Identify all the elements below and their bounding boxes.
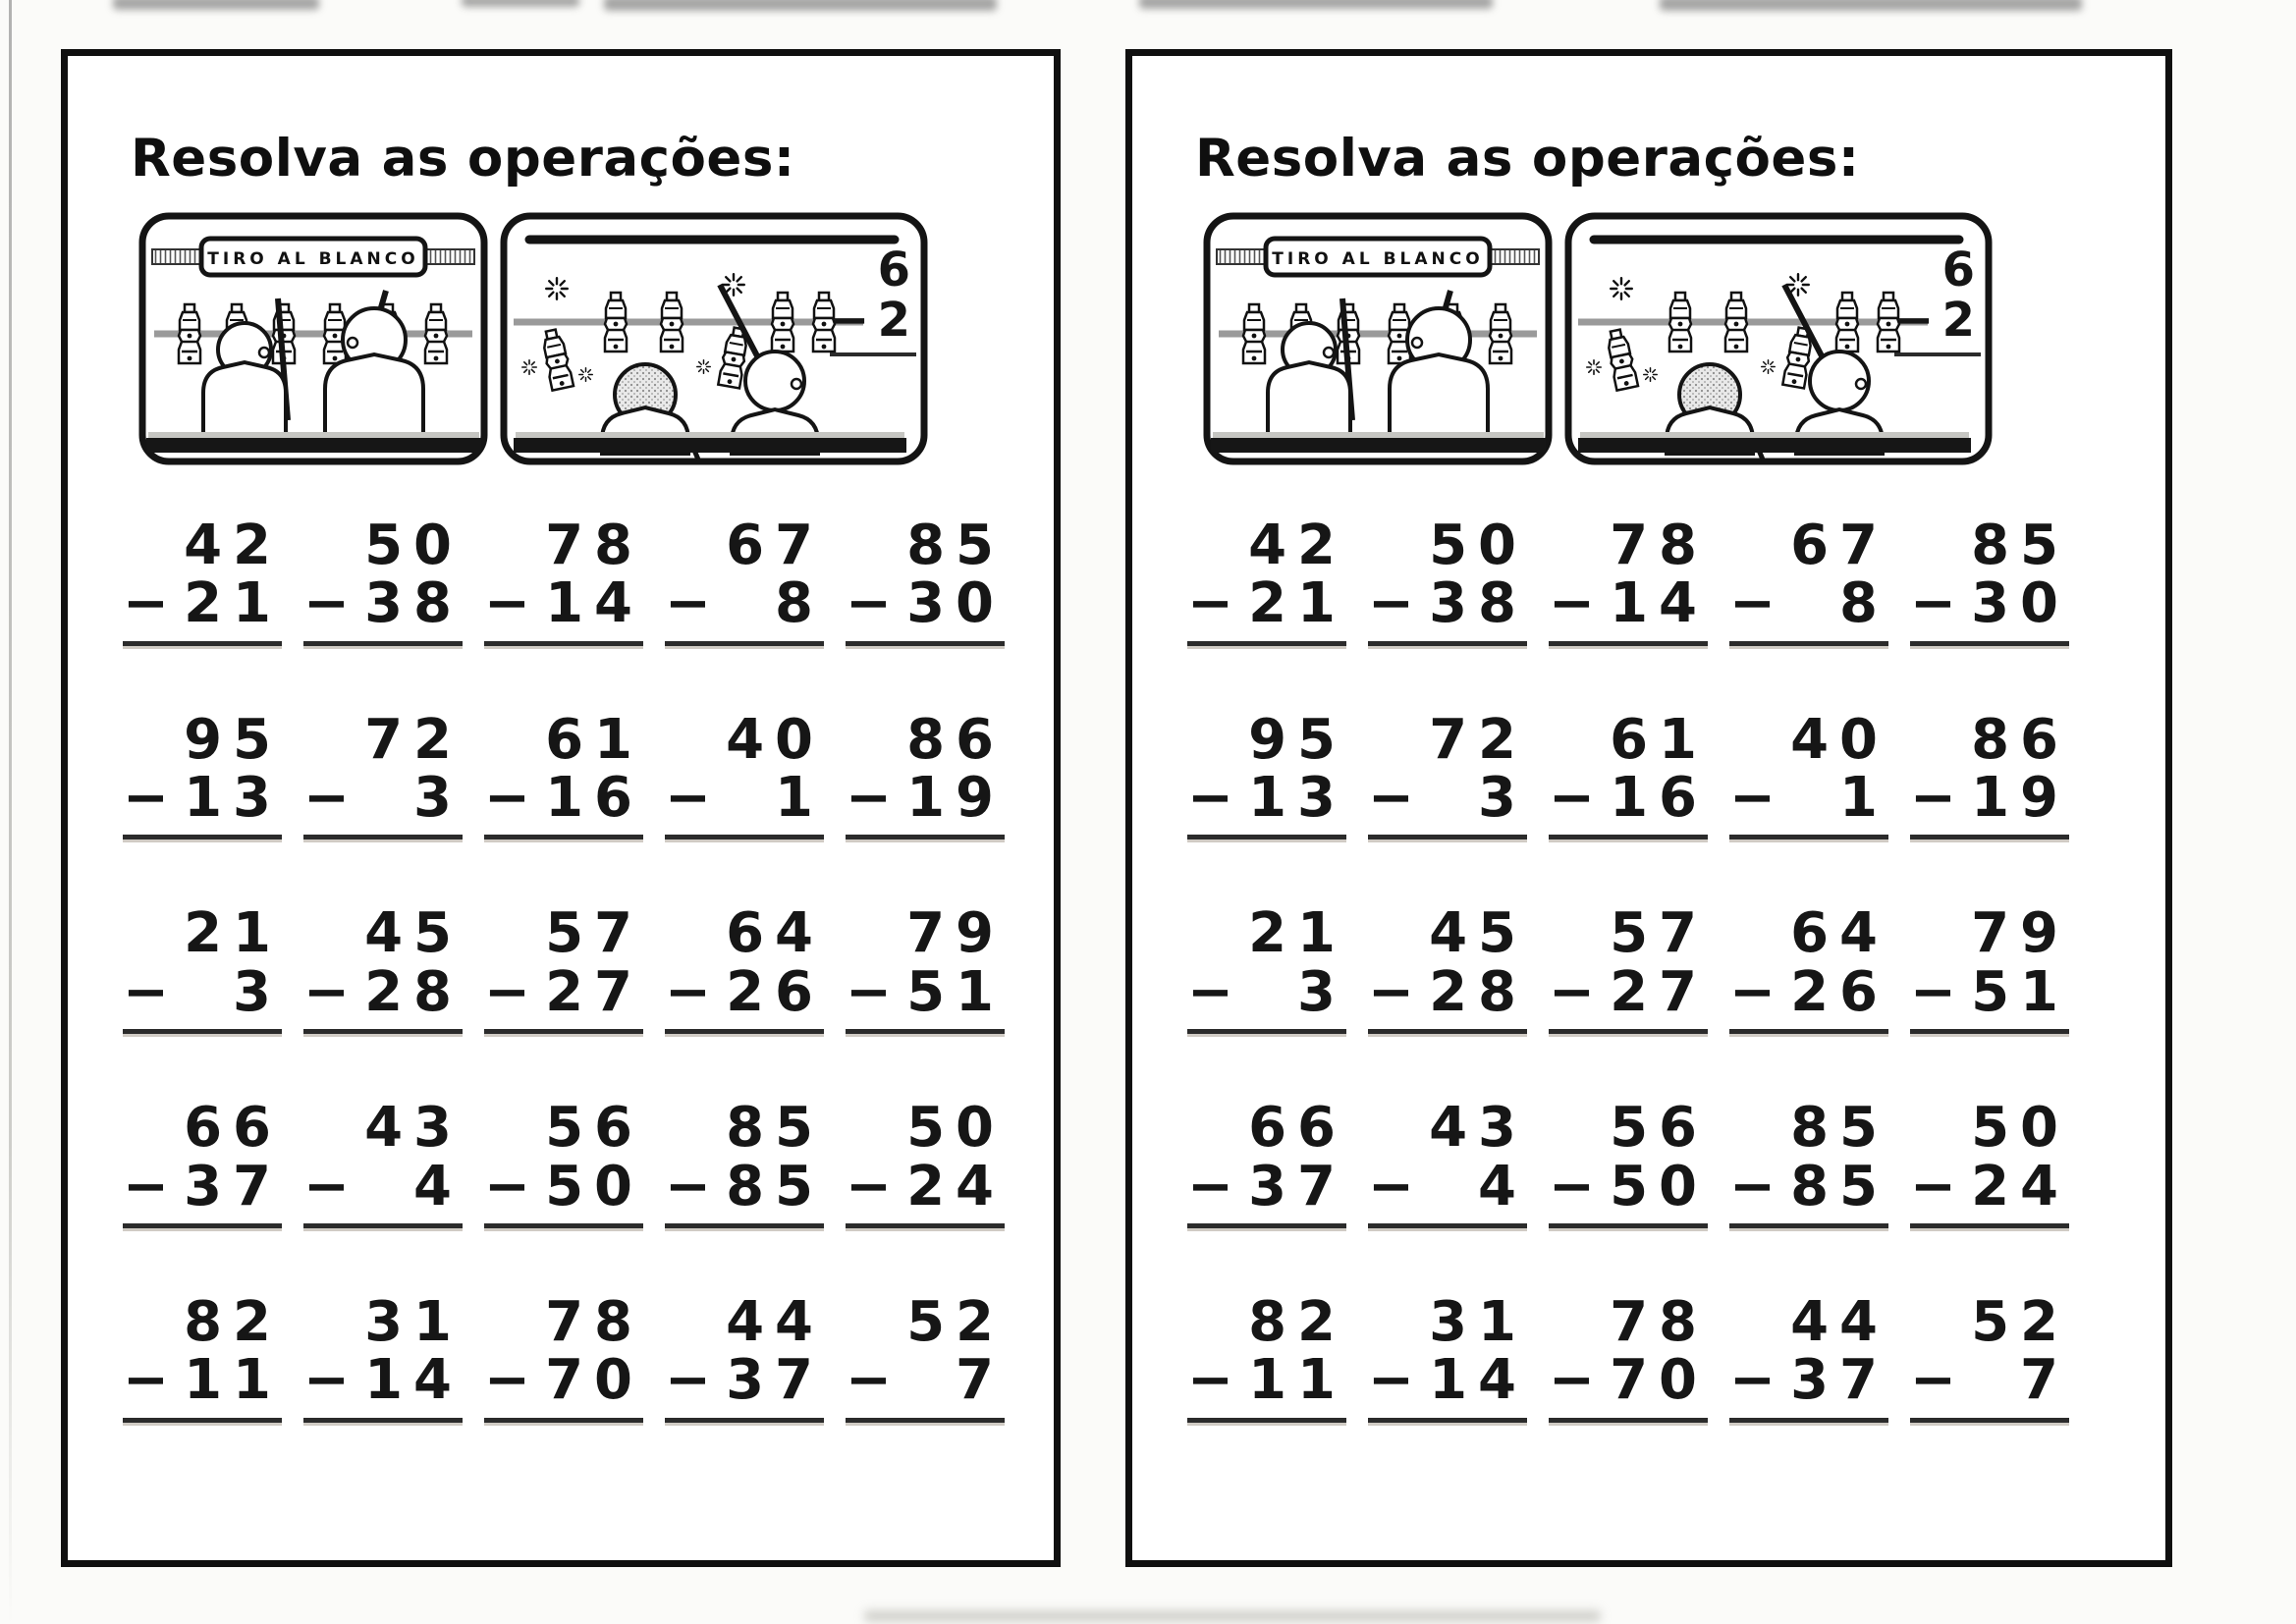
minuend: 31: [364, 1289, 463, 1354]
subtrahend: 3: [1478, 766, 1527, 831]
minus-sign: −: [1187, 959, 1233, 1024]
tiro-al-blanco-sign: TIRO AL BLANCO: [1272, 249, 1484, 269]
target-bottle-icon: [1669, 293, 1691, 352]
target-bottle-icon: [1725, 293, 1747, 352]
subtraction-problem: [1910, 901, 2069, 1034]
subtrahend: 37: [184, 1154, 282, 1218]
minuend: 50: [906, 1096, 1005, 1161]
subtraction-problem: [1368, 1289, 1527, 1423]
subtrahend: 4: [413, 1154, 463, 1218]
minuend: 40: [726, 707, 824, 772]
minus-sign: −: [1549, 1348, 1595, 1413]
subtrahend: 7: [956, 1348, 1005, 1413]
minus-sign: −: [1549, 959, 1595, 1024]
subtrahend: 7: [2020, 1348, 2069, 1413]
answer-line: [484, 835, 643, 839]
answer-line: [1187, 1223, 1346, 1228]
illustration-row: [1203, 212, 2138, 465]
minuend: 43: [364, 1096, 463, 1161]
subtrahend: 30: [1971, 571, 2069, 636]
minus-sign: −: [123, 1154, 169, 1218]
minuend: 61: [1610, 707, 1708, 772]
subtraction-problem: [1729, 516, 1888, 646]
answer-line: [1368, 641, 1527, 646]
subtraction-problem: [1549, 707, 1708, 840]
minus-sign: −: [665, 1154, 711, 1218]
subtraction-problem: [484, 1289, 643, 1423]
minus-sign: −: [1729, 766, 1776, 831]
answer-line: [1910, 1223, 2069, 1228]
subtrahend: 70: [1610, 1348, 1708, 1413]
answer-line: [665, 1223, 824, 1228]
subtraction-problem: [303, 707, 463, 840]
answer-line: [123, 641, 282, 646]
subtraction-problem: [1368, 1096, 1527, 1228]
answer-line: [1187, 835, 1346, 839]
minuend: 79: [1971, 901, 2069, 966]
subtraction-problem: [1368, 707, 1527, 840]
shooting-gallery-after-illustration: [500, 212, 928, 465]
minus-sign: −: [303, 959, 350, 1024]
subtrahend: 50: [545, 1154, 643, 1218]
subtraction-problem: [123, 1289, 282, 1423]
minus-sign: −: [1187, 1154, 1233, 1218]
minuend: 52: [1971, 1289, 2069, 1354]
minuend: 57: [1610, 901, 1708, 966]
minuend: 21: [184, 901, 282, 966]
subtraction-problem: [846, 1289, 1005, 1423]
subtrahend: 26: [726, 959, 824, 1024]
example-subtrahend: 2: [877, 292, 916, 348]
answer-line: [1729, 835, 1888, 839]
subtraction-problem: [123, 901, 282, 1034]
minus-sign: −: [665, 766, 711, 831]
answer-line: [484, 1029, 643, 1034]
minus-sign: −: [846, 766, 892, 831]
subtraction-problem: [846, 1096, 1005, 1228]
minuend: 72: [364, 707, 463, 772]
minuend: 85: [726, 1096, 824, 1161]
answer-line: [303, 1223, 463, 1228]
subtraction-problem: [1549, 1096, 1708, 1228]
minuend: 40: [1790, 707, 1888, 772]
minuend: 82: [184, 1289, 282, 1354]
answer-line: [1368, 835, 1527, 839]
answer-line: [665, 641, 824, 646]
problems-grid: [1187, 516, 2138, 1423]
subtrahend: 50: [1610, 1154, 1708, 1218]
target-bottle-icon: [179, 304, 200, 363]
subtraction-problem: [1729, 1096, 1888, 1228]
answer-line: [1187, 1029, 1346, 1034]
minus-sign: −: [1910, 766, 1956, 831]
subtraction-problem: [846, 707, 1005, 840]
minuend: 44: [726, 1289, 824, 1354]
subtrahend: 38: [364, 571, 463, 636]
minuend: 78: [1610, 1289, 1708, 1354]
answer-line: [1368, 1223, 1527, 1228]
minuend: 31: [1429, 1289, 1527, 1354]
answer-line: [665, 1029, 824, 1034]
subtraction-problem: [123, 516, 282, 646]
target-bottle-icon: [605, 293, 627, 352]
subtraction-problem: [303, 516, 463, 646]
subtraction-problem: [484, 707, 643, 840]
minuend: 82: [1248, 1289, 1346, 1354]
answer-line: [1729, 1418, 1888, 1423]
answer-line: [1729, 1029, 1888, 1034]
minuend: 42: [184, 514, 282, 577]
scan-artifact: [604, 0, 997, 11]
minus-sign: −: [1910, 1154, 1956, 1218]
target-bottle-icon: [661, 293, 683, 352]
subtrahend: 70: [545, 1348, 643, 1413]
minuend: 66: [1248, 1096, 1346, 1161]
minus-sign: −: [303, 1154, 350, 1218]
page-title: Resolva as operações:: [1195, 129, 1860, 189]
subtraction-problem: [846, 516, 1005, 646]
minus-sign: −: [665, 571, 711, 636]
target-bottle-icon: [425, 304, 447, 363]
subtrahend: 13: [1248, 766, 1346, 831]
minus-sign: −: [1368, 1154, 1414, 1218]
scan-artifact: [864, 1610, 1601, 1622]
answer-line: [123, 1029, 282, 1034]
subtraction-problem: [1187, 1096, 1346, 1228]
answer-line: [1894, 352, 1981, 356]
subtrahend: 16: [545, 766, 643, 831]
subtraction-problem: [1910, 1289, 2069, 1423]
answer-line: [1549, 1029, 1708, 1034]
answer-line: [303, 1029, 463, 1034]
minuend: 50: [1429, 514, 1527, 577]
target-bottle-icon: [1243, 304, 1265, 363]
minuend: 78: [545, 1289, 643, 1354]
subtrahend: 1: [775, 766, 824, 831]
answer-line: [484, 1418, 643, 1423]
minuend: 56: [1610, 1096, 1708, 1161]
minus-sign: −: [1549, 571, 1595, 636]
answer-line: [846, 835, 1005, 839]
subtraction-problem: [123, 1096, 282, 1228]
subtraction-problem: [1729, 901, 1888, 1034]
subtrahend: 11: [1248, 1348, 1346, 1413]
tiro-al-blanco-sign: TIRO AL BLANCO: [207, 249, 419, 269]
minuend: 67: [1790, 514, 1888, 577]
answer-line: [123, 1223, 282, 1228]
subtraction-problem: [1368, 516, 1527, 646]
subtrahend: 51: [906, 959, 1005, 1024]
minus-sign: −: [303, 766, 350, 831]
answer-line: [1910, 1029, 2069, 1034]
minus-sign: −: [484, 571, 530, 636]
subtrahend: 37: [1790, 1348, 1888, 1413]
subtrahend: 21: [1248, 571, 1346, 636]
minus-sign: −: [846, 571, 892, 636]
subtraction-problem: [1187, 901, 1346, 1034]
minus-sign: −: [1729, 571, 1776, 636]
subtrahend: 3: [1297, 959, 1346, 1024]
counter-top: [1213, 432, 1544, 438]
subtraction-problem: [665, 1289, 824, 1423]
minuend: 50: [364, 514, 463, 577]
subtraction-problem: [123, 707, 282, 840]
minuend: 86: [1971, 707, 2069, 772]
subtrahend: 1: [1839, 766, 1888, 831]
answer-line: [1729, 641, 1888, 646]
subtraction-problem: [1368, 901, 1527, 1034]
counter-bar: [1578, 438, 1971, 453]
target-bottle-icon: [1836, 293, 1858, 352]
minus-sign: −: [1894, 292, 1935, 348]
subtrahend: 11: [184, 1348, 282, 1413]
subtrahend: 24: [1971, 1154, 2069, 1218]
counter-bar: [1211, 438, 1546, 453]
subtraction-problem: [665, 1096, 824, 1228]
minuend: 45: [364, 901, 463, 966]
minuend: 95: [184, 707, 282, 772]
minus-sign: −: [484, 1154, 530, 1218]
minus-sign: −: [1729, 1154, 1776, 1218]
answer-line: [665, 1418, 824, 1423]
minus-sign: −: [846, 959, 892, 1024]
minus-sign: −: [1910, 959, 1956, 1024]
minus-sign: −: [830, 292, 870, 348]
subtrahend: 19: [906, 766, 1005, 831]
answer-line: [846, 1029, 1005, 1034]
minus-sign: −: [123, 766, 169, 831]
subtrahend: 37: [726, 1348, 824, 1413]
subtraction-problem: [1729, 1289, 1888, 1423]
answer-line: [1187, 1418, 1346, 1423]
answer-line: [1910, 641, 2069, 646]
answer-line: [1187, 641, 1346, 646]
worksheet-page: [1125, 49, 2172, 1567]
subtrahend: 3: [413, 766, 463, 831]
minuend: 79: [906, 901, 1005, 966]
example-minuend: 6: [877, 243, 916, 298]
minus-sign: −: [1368, 571, 1414, 636]
subtrahend: 3: [233, 959, 282, 1024]
counter-top: [1580, 432, 1969, 438]
minuend: 45: [1429, 901, 1527, 966]
example-problem: [1894, 245, 1981, 356]
minus-sign: −: [1910, 1348, 1956, 1413]
minus-sign: −: [1187, 571, 1233, 636]
minus-sign: −: [484, 766, 530, 831]
page-title: Resolva as operações:: [131, 129, 795, 189]
subtraction-problem: [1910, 1096, 2069, 1228]
counter-top: [148, 432, 479, 438]
answer-line: [1549, 1223, 1708, 1228]
subtraction-problem: [1549, 901, 1708, 1034]
answer-line: [123, 1418, 282, 1423]
subtrahend: 27: [545, 959, 643, 1024]
minus-sign: −: [123, 571, 169, 636]
shooting-gallery-before-illustration: [138, 212, 488, 465]
counter-top: [516, 432, 904, 438]
minuend: 50: [1971, 1096, 2069, 1161]
minuend: 85: [906, 514, 1005, 577]
minuend: 85: [1790, 1096, 1888, 1161]
subtraction-problem: [1187, 707, 1346, 840]
subtraction-problem: [1187, 516, 1346, 646]
minuend: 64: [1790, 901, 1888, 966]
scan-artifact: [462, 0, 579, 7]
answer-line: [1910, 1418, 2069, 1423]
minus-sign: −: [123, 959, 169, 1024]
example-problem: [830, 245, 916, 356]
subtraction-problem: [484, 516, 643, 646]
shooting-gallery-before-illustration: [1203, 212, 1553, 465]
shooting-gallery-after-illustration: [1564, 212, 1993, 465]
subtraction-problem: [303, 1289, 463, 1423]
minuend: 72: [1429, 707, 1527, 772]
minuend: 64: [726, 901, 824, 966]
subtrahend: 28: [364, 959, 463, 1024]
subtraction-problem: [484, 901, 643, 1034]
subtrahend: 30: [906, 571, 1005, 636]
subtrahend: 14: [545, 571, 643, 636]
subtraction-problem: [1910, 707, 2069, 840]
counter-bar: [146, 438, 481, 453]
answer-line: [830, 352, 916, 356]
minus-sign: −: [1549, 1154, 1595, 1218]
scan-artifact: [113, 0, 319, 10]
minus-sign: −: [123, 1348, 169, 1413]
minus-sign: −: [665, 1348, 711, 1413]
problems-grid: [123, 516, 1026, 1423]
counter-bar: [514, 438, 906, 453]
minus-sign: −: [1368, 959, 1414, 1024]
subtrahend: 51: [1971, 959, 2069, 1024]
minuend: 42: [1248, 514, 1346, 577]
minuend: 44: [1790, 1289, 1888, 1354]
subtrahend: 38: [1429, 571, 1527, 636]
minuend: 95: [1248, 707, 1346, 772]
example-minuend: 6: [1941, 243, 1981, 298]
minuend: 52: [906, 1289, 1005, 1354]
subtraction-problem: [1549, 1289, 1708, 1423]
minus-sign: −: [303, 571, 350, 636]
minuend: 56: [545, 1096, 643, 1161]
subtrahend: 37: [1248, 1154, 1346, 1218]
answer-line: [484, 1223, 643, 1228]
subtrahend: 24: [906, 1154, 1005, 1218]
answer-line: [303, 641, 463, 646]
subtrahend: 8: [1839, 571, 1888, 636]
answer-line: [303, 1418, 463, 1423]
subtrahend: 14: [1429, 1348, 1527, 1413]
subtrahend: 85: [1790, 1154, 1888, 1218]
minuend: 78: [1610, 514, 1708, 577]
answer-line: [1549, 641, 1708, 646]
subtrahend: 14: [364, 1348, 463, 1413]
subtrahend: 4: [1478, 1154, 1527, 1218]
subtrahend: 19: [1971, 766, 2069, 831]
minuend: 67: [726, 514, 824, 577]
minuend: 43: [1429, 1096, 1527, 1161]
minuend: 78: [545, 514, 643, 577]
subtrahend: 16: [1610, 766, 1708, 831]
answer-line: [846, 1418, 1005, 1423]
minus-sign: −: [1549, 766, 1595, 831]
minus-sign: −: [1910, 571, 1956, 636]
subtrahend: 85: [726, 1154, 824, 1218]
answer-line: [484, 641, 643, 646]
subtraction-problem: [665, 901, 824, 1034]
subtrahend: 21: [184, 571, 282, 636]
answer-line: [1368, 1029, 1527, 1034]
subtraction-problem: [1187, 1289, 1346, 1423]
subtrahend: 8: [775, 571, 824, 636]
answer-line: [846, 641, 1005, 646]
answer-line: [303, 835, 463, 839]
minus-sign: −: [846, 1154, 892, 1218]
scan-artifact: [1139, 0, 1493, 9]
subtraction-problem: [665, 516, 824, 646]
minus-sign: −: [484, 1348, 530, 1413]
subtraction-problem: [846, 901, 1005, 1034]
answer-line: [1729, 1223, 1888, 1228]
scan-edge-artifact: [9, 0, 12, 1624]
answer-line: [1910, 835, 2069, 839]
answer-line: [123, 835, 282, 839]
illustration-row: [138, 212, 1026, 465]
minuend: 61: [545, 707, 643, 772]
subtraction-problem: [1729, 707, 1888, 840]
minus-sign: −: [665, 959, 711, 1024]
subtraction-problem: [303, 1096, 463, 1228]
scan-artifact: [1660, 0, 2082, 11]
example-subtrahend: 2: [1941, 292, 1981, 348]
subtraction-problem: [303, 901, 463, 1034]
minus-sign: −: [1368, 766, 1414, 831]
answer-line: [665, 835, 824, 839]
minuend: 86: [906, 707, 1005, 772]
minuend: 85: [1971, 514, 2069, 577]
subtraction-problem: [1549, 516, 1708, 646]
subtrahend: 13: [184, 766, 282, 831]
minus-sign: −: [1187, 1348, 1233, 1413]
minus-sign: −: [1187, 766, 1233, 831]
subtrahend: 26: [1790, 959, 1888, 1024]
answer-line: [1549, 1418, 1708, 1423]
subtraction-problem: [1910, 516, 2069, 646]
minuend: 57: [545, 901, 643, 966]
answer-line: [846, 1223, 1005, 1228]
subtraction-problem: [484, 1096, 643, 1228]
target-bottle-icon: [772, 293, 793, 352]
minus-sign: −: [846, 1348, 892, 1413]
minuend: 66: [184, 1096, 282, 1161]
answer-line: [1549, 835, 1708, 839]
minus-sign: −: [484, 959, 530, 1024]
subtrahend: 28: [1429, 959, 1527, 1024]
minus-sign: −: [1368, 1348, 1414, 1413]
subtraction-problem: [665, 707, 824, 840]
minus-sign: −: [1729, 959, 1776, 1024]
answer-line: [1368, 1418, 1527, 1423]
minus-sign: −: [1729, 1348, 1776, 1413]
subtrahend: 14: [1610, 571, 1708, 636]
subtrahend: 27: [1610, 959, 1708, 1024]
minuend: 21: [1248, 901, 1346, 966]
minus-sign: −: [303, 1348, 350, 1413]
worksheet-page: [61, 49, 1061, 1567]
target-bottle-icon: [1490, 304, 1511, 363]
